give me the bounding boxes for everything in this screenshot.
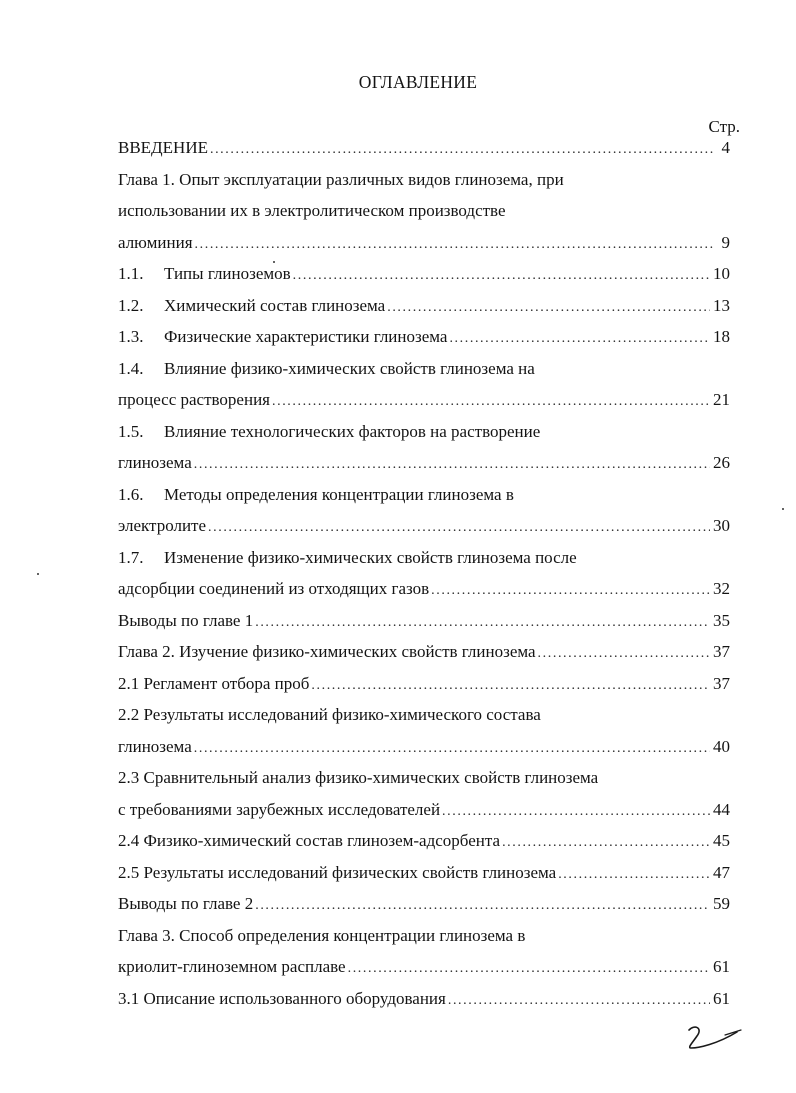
toc-entry [118,798,730,830]
toc-section-number: 1.4. [118,358,144,378]
toc-page-number: 61 [713,988,730,1008]
toc-label: Выводы по главе 2 [118,894,254,913]
toc-entry-line [118,168,730,200]
toc-section-number: 1.3. [118,327,144,346]
toc-dot-leader [431,579,710,603]
toc-label: 2.3 Сравнительный анализ физико-химических свойств глинозема [118,768,599,787]
toc-dot-leader [208,516,710,540]
toc-label: Физические характеристики глинозема [164,327,448,346]
toc-label: алюминия [118,232,193,252]
toc-label: 2.4 Физико-химический состав глинозем-адсорбента [118,831,501,850]
scan-speck [273,261,275,263]
handwritten-signature-icon [683,1022,743,1054]
scan-speck [37,573,39,575]
toc-entry [118,609,730,641]
toc-page-number: 40 [713,736,730,756]
toc-page-number: 13 [713,295,730,315]
toc-dot-leader [311,674,710,698]
toc-entry-line [118,483,730,515]
toc-entry [118,136,730,168]
toc-label: Выводы по главе 1 [118,610,254,630]
toc-entry [118,231,730,263]
toc-label: электролите [118,516,207,535]
toc-page-number: 4 [721,138,730,157]
toc-section-number: 1.7. [118,547,144,567]
toc-dot-leader [442,800,710,824]
toc-page-number: 37 [713,673,730,693]
toc-entry [118,325,730,357]
toc-label: глинозема [118,453,192,472]
toc-section-number: 1.1. [118,264,144,283]
toc-entry [118,451,730,483]
toc-entry [118,892,730,924]
toc-dot-leader [538,642,710,666]
toc-dot-leader [194,737,710,761]
toc-label: Методы определения концентрации глинозема в [164,484,514,504]
toc-page-number: 26 [713,453,730,472]
toc-section-number: 1.5. [118,421,144,441]
toc-label: Влияние физико-химических свойств глинозема на [164,358,535,378]
toc-entry-line [118,924,730,956]
toc-entry [118,577,730,609]
toc-entry-line [118,703,730,735]
toc-dot-leader [448,989,710,1013]
toc-page-number: 32 [713,579,730,598]
scan-speck [782,508,784,510]
toc-page-number: 10 [713,264,730,283]
toc-page-number: 30 [713,516,730,535]
toc-entry-line [118,546,730,578]
toc-label: Влияние технологических факторов на растворение [164,421,541,441]
toc-page-number: 9 [721,232,730,252]
toc-page-number: 61 [713,957,730,976]
toc-entry [118,735,730,767]
toc-page-number: 37 [713,642,730,661]
table-of-contents [118,136,730,1018]
toc-dot-leader [348,957,710,981]
toc-entry [118,294,730,326]
toc-entry-line [118,766,730,798]
toc-label: Глава 1. Опыт эксплуатации различных видов глинозема, при [118,169,564,189]
toc-label: Изменение физико-химических свойств глинозема после [164,547,577,567]
toc-dot-leader [502,831,710,855]
page-column-label: Стр. [708,117,740,136]
toc-label: использовании их в электролитическом производстве [118,201,506,220]
toc-section-number: 1.6. [118,484,144,504]
toc-page-number: 45 [713,831,730,850]
toc-label: Глава 3. Способ определения концентрации глинозема в [118,925,526,945]
toc-page-number: 21 [713,390,730,409]
toc-page-number: 18 [713,327,730,346]
toc-label: 2.2 Результаты исследований физико-химического состава [118,705,541,724]
toc-dot-leader [194,453,710,477]
toc-entry [118,262,730,294]
toc-entry-line [118,357,730,389]
toc-dot-leader [558,863,710,887]
toc-label: Глава 2. Изучение физико-химических свойств глинозема [118,642,536,661]
toc-label: процесс растворения [118,390,270,409]
toc-entry [118,955,730,987]
toc-label: Химический состав глинозема [164,295,386,315]
toc-page-number: 35 [713,610,730,630]
toc-label: с требованиями зарубежных исследователей [118,799,441,819]
page-title: ОГЛАВЛЕНИЕ [358,72,478,92]
toc-label: глинозема [118,736,192,756]
toc-label: адсорбции соединений из отходящих газов [118,579,430,598]
toc-label: 2.1 Регламент отбора проб [118,673,310,693]
toc-entry-line [118,420,730,452]
toc-label: криолит-глиноземном расплаве [118,957,346,976]
toc-entry [118,388,730,420]
toc-page-number: 44 [713,799,730,819]
toc-page-number: 47 [713,862,730,882]
toc-entry [118,861,730,893]
toc-section-number: 1.2. [118,295,144,315]
toc-dot-leader [272,390,710,414]
toc-dot-leader [293,264,710,288]
toc-dot-leader [449,327,710,351]
toc-entry [118,987,730,1019]
toc-entry-line [118,199,730,231]
toc-entry [118,672,730,704]
toc-dot-leader [387,296,710,320]
toc-page-number: 59 [713,894,730,913]
toc-dot-leader [210,138,713,162]
toc-entry [118,640,730,672]
toc-label: ВВЕДЕНИЕ [118,138,208,157]
toc-label: 3.1 Описание использованного оборудования [118,988,446,1008]
toc-entry [118,829,730,861]
toc-label: 2.5 Результаты исследований физических свойств глинозема [118,862,557,882]
toc-label: Типы глиноземов [164,264,291,283]
toc-dot-leader [255,894,710,918]
toc-entry [118,514,730,546]
toc-dot-leader [255,611,710,635]
toc-dot-leader [195,233,713,257]
